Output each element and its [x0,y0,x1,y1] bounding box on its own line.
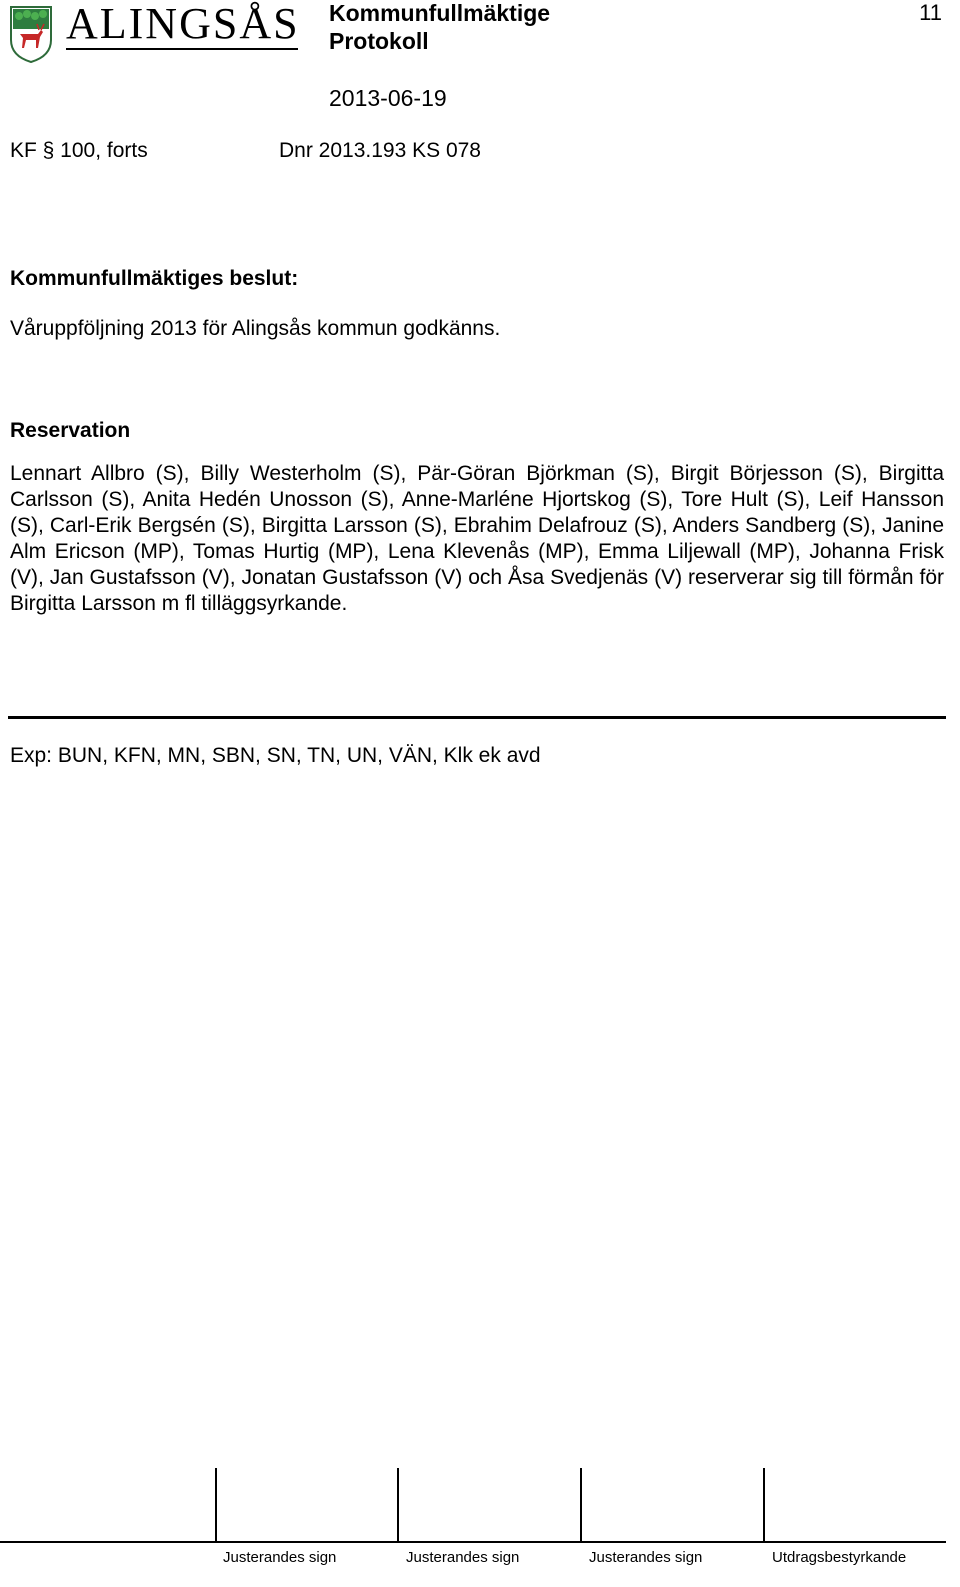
decision-text: Våruppföljning 2013 för Alingsås kommun godkänns. [10,317,501,340]
registration-number: Dnr 2013.193 KS 078 [279,139,481,162]
decision-heading: Kommunfullmäktiges beslut: [10,267,299,290]
signature-divider [397,1468,399,1542]
meeting-date: 2013-06-19 [329,85,447,111]
signature-divider [215,1468,217,1542]
section-divider [8,716,946,719]
signature-line [0,1541,946,1543]
signature-divider [763,1468,765,1542]
signature-divider [580,1468,582,1542]
dispatch-list: Exp: BUN, KFN, MN, SBN, SN, TN, UN, VÄN, Klk ek avd [10,744,541,767]
reservation-text: Lennart Allbro (S), Billy Westerholm (S), Pär-Göran Björkman (S), Birgit Börjesson (S), Birgitta Carlsson (S), Anita Hedén Unosson (S), Anne-Marléne Hjortskog (S), Tore Hult (S), Leif Hansson (S), Carl-Erik Bergsén (S), Birgitta Larsson (S), Ebrahim Delafrouz (S), Anders Sandberg (S), Janine Alm Ericson (MP), Tomas Hurtig (MP), Lena Klevenås (MP), Emma Liljewall (MP), Johanna Frisk (V), Jan Gustafsson (V), Jonatan Gustafsson (V) och Åsa Svedjenäs (V) reserverar sig till förmån för Birgitta Larsson m fl tilläggsyrkande. [10,462,944,615]
signature-label-certification: Utdragsbestyrkande [772,1549,907,1566]
body-name: Kommunfullmäktige [329,0,551,26]
signature-label-adjuster-1: Justerandes sign [223,1549,337,1566]
logo-underline [66,48,298,50]
logo-wordmark: ALINGSÅS [66,0,300,48]
coat-of-arms-icon [8,4,54,64]
signature-label-adjuster-3: Justerandes sign [589,1549,703,1566]
document-type: Protokoll [329,28,429,54]
paragraph-reference: KF § 100, forts [10,139,148,162]
municipality-logo [8,0,300,66]
reservation-heading: Reservation [10,419,131,442]
page-number: 11 [919,0,942,25]
signature-label-adjuster-2: Justerandes sign [406,1549,520,1566]
